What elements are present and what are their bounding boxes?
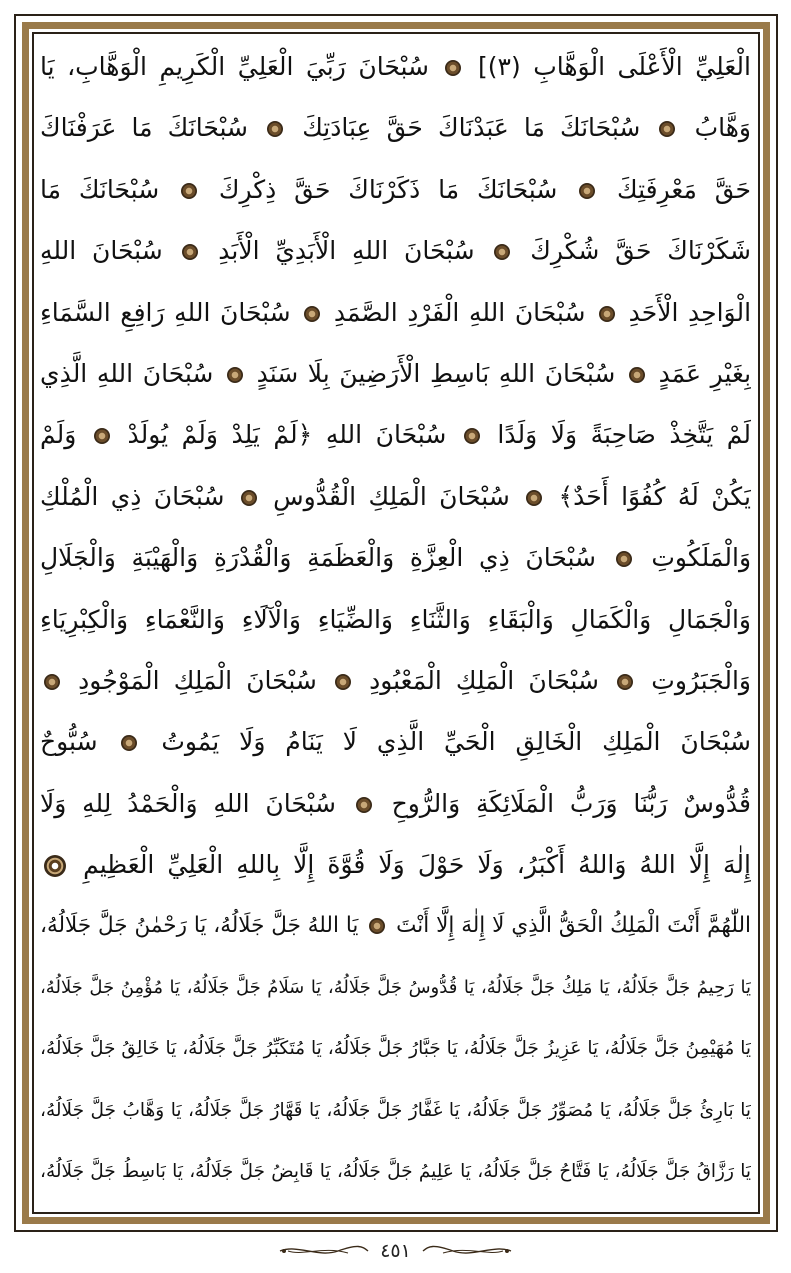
page-number: ٤٥١ <box>380 1240 411 1262</box>
text-line <box>40 773 751 834</box>
verse-separator-icon <box>182 244 198 260</box>
verse-separator-icon <box>616 551 632 567</box>
text-line <box>40 466 751 527</box>
text-segment: سُبْحَانَ رَبِّيَ الْعَلِيِّ الْكَرِيمِ الْوَهَّابِ، يَا <box>40 52 429 81</box>
text-line <box>40 895 751 956</box>
verse-separator-icon <box>494 244 510 260</box>
section-end-rosette-icon <box>44 855 66 877</box>
text-segment: سُبْحَانَكَ مَا ذَكَرْنَاكَ حَقَّ ذِكْرِكَ <box>218 174 558 204</box>
footer-ornament-left-icon <box>278 1242 370 1260</box>
verse-separator-icon <box>617 674 633 690</box>
text-segment: سُبْحَانَ اللهِ ﴿لَمْ يَلِدْ وَلَمْ يُولَدْ <box>127 420 447 450</box>
verse-separator-icon <box>267 121 283 137</box>
text-line <box>40 97 751 158</box>
text-segment: يَا اللهُ جَلَّ جَلَالُهُ، يَا رَحْمٰنُ جَلَّ جَلَالُهُ، <box>40 913 359 939</box>
text-line <box>40 1141 751 1202</box>
text-segment: يَكُنْ لَهُ كُفُوًا أَحَدٌ﴾ <box>558 481 751 511</box>
text-segment: بِغَيْرِ عَمَدٍ <box>658 358 751 388</box>
text-segment: يَا مُهَيْمِنُ جَلَّ جَلَالُهُ، يَا عَزِيزُ جَلَّ جَلَالُهُ، يَا جَبَّارُ جَلَّ جَلَالُهُ، يَا مُتَكَبِّرُ جَلَّ جَلَالُهُ، يَا خَالِقُ جَلَّ جَلَالُهُ، <box>40 1038 751 1060</box>
verse-separator-icon <box>629 367 645 383</box>
text-segment: سُبْحَانَ الْمَلِكِ الْقُدُّوسِ <box>273 481 510 511</box>
text-line <box>40 220 751 281</box>
text-line <box>40 957 751 1018</box>
text-line <box>40 1080 751 1141</box>
text-segment: وَهَّابُ <box>694 113 751 143</box>
verse-separator-icon <box>181 183 197 199</box>
text-segment: سُبْحَانَ اللهِ بَاسِطِ الْأَرَضِينَ بِلَا سَنَدٍ <box>256 358 616 388</box>
verse-separator-icon <box>659 121 675 137</box>
verse-separator-icon <box>94 428 110 444</box>
verse-separator-icon <box>304 306 320 322</box>
text-segment: سُبْحَانَ اللهِ الَّذِي <box>40 358 214 388</box>
page-footer <box>0 1236 791 1266</box>
text-segment: سُبْحَانَ الْمَلِكِ الْمَعْبُودِ <box>369 665 599 695</box>
text-segment: سُبْحَانَ اللهِ وَالْحَمْدُ لِلهِ وَلَا <box>40 788 336 818</box>
text-segment: سُبْحَانَ ذِي الْمُلْكِ <box>40 481 225 511</box>
text-line <box>40 404 751 465</box>
text-segment: وَالْمَلَكُوتِ <box>651 543 751 573</box>
text-segment: سُبْحَانَ الْمَلِكِ الْمَوْجُودِ <box>78 665 317 695</box>
verse-separator-icon <box>44 674 60 690</box>
text-segment: وَلَمْ <box>40 420 77 450</box>
verse-separator-icon <box>335 674 351 690</box>
text-line <box>40 36 751 97</box>
text-line <box>40 589 751 650</box>
verse-separator-icon <box>369 918 385 934</box>
verse-separator-icon <box>579 183 595 199</box>
text-segment: سُبُّوحٌ <box>40 727 98 757</box>
text-line <box>40 282 751 343</box>
text-segment: سُبْحَانَ ذِي الْعِزَّةِ وَالْعَظَمَةِ وَالْقُدْرَةِ وَالْهَيْبَةِ وَالْجَلَالِ <box>40 543 597 573</box>
text-segment: حَقَّ مَعْرِفَتِكَ <box>617 174 751 204</box>
text-segment: وَالْجَمَالِ وَالْكَمَالِ وَالْبَقَاءِ وَالثَّنَاءِ وَالضِّيَاءِ وَالْآلَاءِ وَالنَّعْمَاءِ وَالْكِبْرِيَاءِ <box>40 604 751 634</box>
verse-separator-icon <box>121 735 137 751</box>
text-segment: سُبْحَانَكَ مَا عَرَفْنَاكَ <box>40 113 248 143</box>
text-line <box>40 711 751 772</box>
text-segment: لَمْ يَتَّخِذْ صَاحِبَةً وَلَا وَلَدًا <box>497 420 751 450</box>
text-segment: شَكَرْنَاكَ حَقَّ شُكْرِكَ <box>530 236 751 266</box>
text-segment: اللّٰهُمَّ أَنْتَ الْمَلِكُ الْحَقُّ الَّذِي لَا إِلٰهَ إِلَّا أَنْتَ <box>396 913 751 939</box>
text-segment: سُبْحَانَ اللهِ الْأَبَدِيِّ الْأَبَدِ <box>218 236 475 266</box>
text-segment: سُبْحَانَ اللهِ <box>40 236 163 266</box>
text-segment: الْوَاحِدِ الْأَحَدِ <box>628 297 751 327</box>
text-line <box>40 159 751 220</box>
text-line <box>40 1018 751 1079</box>
text-segment: وَالْجَبَرُوتِ <box>651 665 751 695</box>
footer-ornament-right-icon <box>421 1242 513 1260</box>
text-line <box>40 343 751 404</box>
text-segment: سُبْحَانَكَ مَا <box>40 174 160 204</box>
text-line <box>40 834 751 895</box>
text-line <box>40 527 751 588</box>
text-line <box>40 650 751 711</box>
text-segment: إِلٰهَ إِلَّا اللهُ وَاللهُ أَكْبَرُ، وَلَا حَوْلَ وَلَا قُوَّةَ إِلَّا بِاللهِ الْعَلِيِّ الْعَظِيمِ <box>83 850 751 880</box>
text-body <box>40 36 751 1202</box>
verse-separator-icon <box>464 428 480 444</box>
text-segment: يَا رَزَّاقُ جَلَّ جَلَالُهُ، يَا فَتَّاحُ جَلَّ جَلَالُهُ، يَا عَلِيمُ جَلَّ جَلَالُهُ، يَا قَابِضُ جَلَّ جَلَالُهُ، يَا بَاسِطُ جَلَّ جَلَالُهُ، <box>40 1161 751 1183</box>
text-segment: سُبْحَانَ الْمَلِكِ الْخَالِقِ الْحَيِّ الَّذِي لَا يَنَامُ وَلَا يَمُوتُ <box>161 727 751 757</box>
verse-separator-icon <box>445 60 461 76</box>
text-segment: سُبْحَانَ اللهِ الْفَرْدِ الصَّمَدِ <box>333 297 586 327</box>
text-segment: يَا رَحِيمُ جَلَّ جَلَالُهُ، يَا مَلِكُ جَلَّ جَلَالُهُ، يَا قُدُّوسُ جَلَّ جَلَالُهُ، يَا سَلَامُ جَلَّ جَلَالُهُ، يَا مُؤْمِنُ جَلَّ جَلَالُهُ، <box>40 976 751 998</box>
text-segment: سُبْحَانَكَ مَا عَبَدْنَاكَ حَقَّ عِبَادَتِكَ <box>302 113 641 143</box>
text-segment: يَا بَارِئُ جَلَّ جَلَالُهُ، يَا مُصَوِّرُ جَلَّ جَلَالُهُ، يَا غَفَّارُ جَلَّ جَلَالُهُ، يَا قَهَّارُ جَلَّ جَلَالُهُ، يَا وَهَّابُ جَلَّ جَلَالُهُ، <box>40 1099 751 1121</box>
verse-separator-icon <box>599 306 615 322</box>
verse-separator-icon <box>227 367 243 383</box>
verse-separator-icon <box>356 797 372 813</box>
text-segment: الْعَلِيِّ الْأَعْلَى الْوَهَّابِ (٣)] <box>477 52 751 81</box>
verse-separator-icon <box>526 490 542 506</box>
text-segment: سُبْحَانَ اللهِ رَافِعِ السَّمَاءِ <box>40 297 291 327</box>
verse-separator-icon <box>241 490 257 506</box>
text-segment: قُدُّوسٌ رَبُّنَا وَرَبُّ الْمَلَائِكَةِ وَالرُّوحِ <box>391 788 751 818</box>
